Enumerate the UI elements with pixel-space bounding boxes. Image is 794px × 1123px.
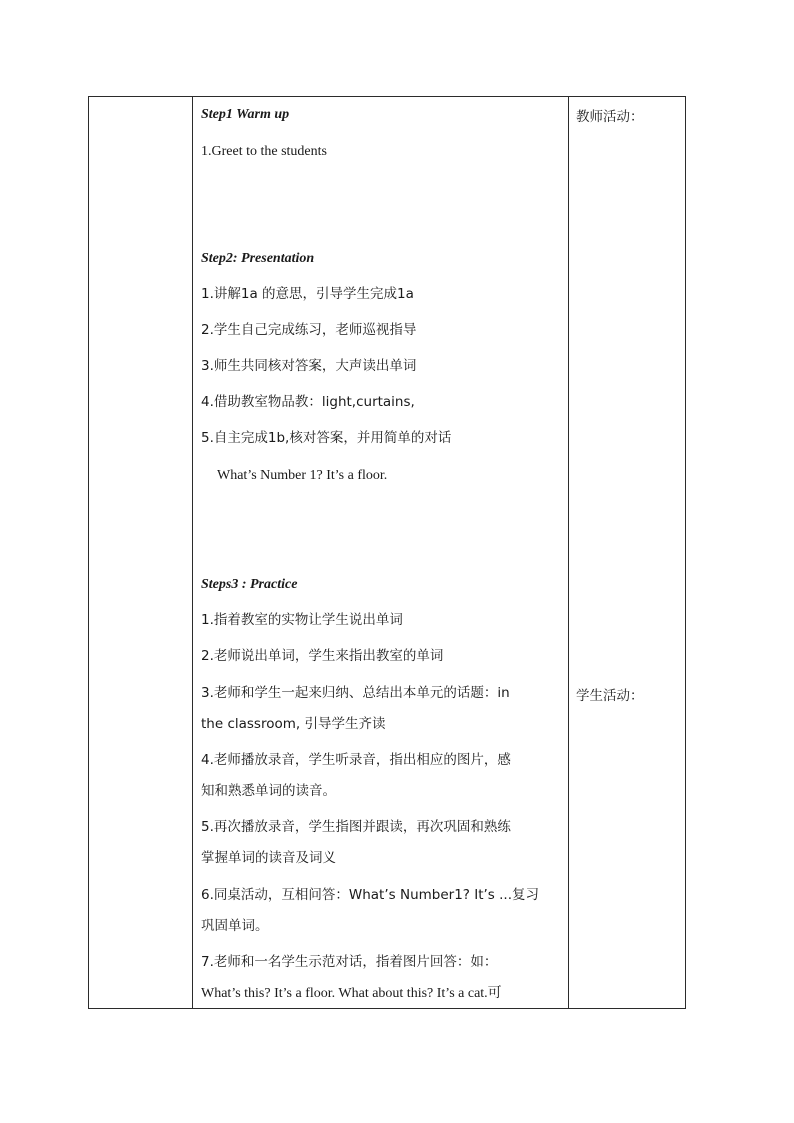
student-activity-label: 学生活动： bbox=[576, 688, 644, 704]
presentation-line-4: 4.借助教室物品教：light,curtains, bbox=[201, 394, 415, 410]
presentation-line-1: 1.讲解1a 的意思，引导学生完成1a bbox=[201, 286, 414, 302]
left-empty-cell bbox=[89, 97, 193, 1009]
teacher-activity-label: 教师活动： bbox=[576, 109, 644, 125]
practice-line-3b: the classroom, 引导学生齐读 bbox=[201, 716, 386, 732]
step1-heading: Step1 Warm up bbox=[201, 107, 290, 122]
practice-line-5a: 5.再次播放录音，学生指图并跟读，再次巩固和熟练 bbox=[201, 819, 511, 835]
practice-line-2: 2.老师说出单词，学生来指出教室的单词 bbox=[201, 648, 444, 664]
practice-line-6b: 巩固单词。 bbox=[201, 918, 269, 934]
practice-line-4a: 4.老师播放录音，学生听录音，指出相应的图片，感 bbox=[201, 752, 511, 768]
step3-heading: Steps3 : Practice bbox=[201, 577, 298, 592]
warmup-line-1: 1.Greet to the students bbox=[201, 144, 327, 159]
presentation-line-2: 2.学生自己完成练习，老师巡视指导 bbox=[201, 322, 417, 338]
step2-heading: Step2: Presentation bbox=[201, 251, 315, 266]
practice-line-7a: 7.老师和一名学生示范对话，指着图片回答：如： bbox=[201, 954, 498, 970]
practice-line-1: 1.指着教室的实物让学生说出单词 bbox=[201, 612, 403, 628]
practice-line-7b: What’s this? It’s a floor. What about this? It’s a cat.可 bbox=[201, 986, 502, 1001]
presentation-line-3: 3.师生共同核对答案，大声读出单词 bbox=[201, 358, 417, 374]
lesson-plan-table bbox=[88, 96, 686, 1009]
practice-line-3a: 3.老师和学生一起来归纳、总结出本单元的话题：in bbox=[201, 685, 510, 701]
activity-cell bbox=[569, 97, 686, 1009]
procedure-cell bbox=[193, 97, 569, 1009]
practice-line-4b: 知和熟悉单词的读音。 bbox=[201, 783, 336, 799]
presentation-dialogue: What’s Number 1? It’s a floor. bbox=[217, 468, 388, 483]
practice-line-6a: 6.同桌活动，互相问答：What’s Number1? It’s ...复习 bbox=[201, 887, 540, 903]
practice-line-5b: 掌握单词的读音及词义 bbox=[201, 850, 336, 866]
presentation-line-5: 5.自主完成1b,核对答案，并用简单的对话 bbox=[201, 430, 452, 446]
